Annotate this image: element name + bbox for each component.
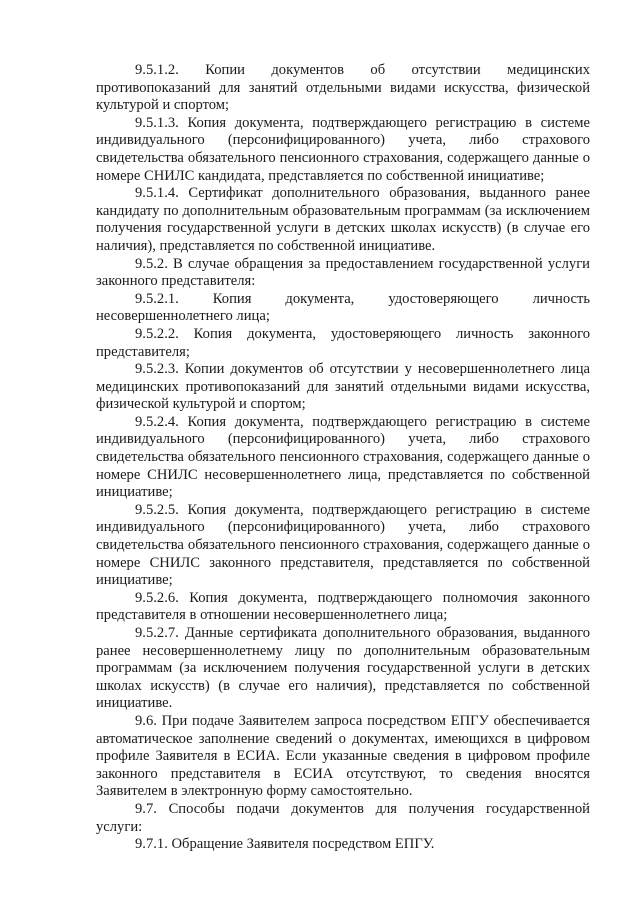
paragraph-9-5-1-3: 9.5.1.3. Копия документа, подтверждающего регистрацию в системе индивидуального (персонифицированного) учета, либо страхового свидетельства обязательного пенсионного страхования, содержащего данные о номере СНИЛС кандидата, представляется по собственной инициативе; (96, 114, 590, 184)
paragraph-9-7-1: 9.7.1. Обращение Заявителя посредством ЕПГУ. (135, 836, 435, 853)
paragraph-9-5-2-7: 9.5.2.7. Данные сертификата дополнительного образования, выданного ранее несовершеннолетнему лицу по дополнительным образовательным программам (за исключением получения государственной услуги в детских школах искусств) (в случае его наличия), представляется по собственной инициативе. (96, 625, 590, 712)
paragraph-9-5-2-1: 9.5.2.1. Копия документа, удостоверяющего личность несовершеннолетнего лица; (96, 290, 590, 325)
paragraph-9-7: 9.7. Способы подачи документов для получения государственной услуги: (96, 800, 590, 835)
document-page (96, 62, 590, 854)
paragraph-9-5-2-3: 9.5.2.3. Копии документов об отсутствии у несовершеннолетнего лица медицинских противопоказаний для занятий отдельными видами искусства, физической культурой и спортом; (96, 361, 590, 413)
paragraph-9-5-2-4: 9.5.2.4. Копия документа, подтверждающего регистрацию в системе индивидуального (персонифицированного) учета, либо страхового свидетельства обязательного пенсионного страхования, содержащего данные о номере СНИЛС несовершеннолетнего лица, представляется по собственной инициативе; (96, 413, 590, 501)
paragraph-9-5-1-4: 9.5.1.4. Сертификат дополнительного образования, выданного ранее кандидату по дополнительным образовательным программам (за исключением получения государственной услуги в детских школах искусств) (в случае его наличия), представляется по собственной инициативе. (96, 185, 590, 254)
paragraph-9-6: 9.6. При подаче Заявителем запроса посредством ЕПГУ обеспечивается автоматическое заполнение сведений о документах, имеющихся в цифровом профиле Заявителя в ЕСИА. Если указанные сведения в цифровом профиле законного представителя в ЕСИА отсутствуют, то сведения вносятся Заявителем в электронную форму самостоятельно. (96, 712, 590, 800)
paragraph-9-5-2-5: 9.5.2.5. Копия документа, подтверждающего регистрацию в системе индивидуального (персонифицированного) учета, либо страхового свидетельства обязательного пенсионного страхования, содержащего данные о номере СНИЛС законного представителя, представляется по собственной инициативе; (96, 501, 590, 589)
paragraph-9-5-2-6: 9.5.2.6. Копия документа, подтверждающего полномочия законного представителя в отношении несовершеннолетнего лица; (96, 589, 590, 624)
paragraph-9-5-1-2: 9.5.1.2. Копии документов об отсутствии медицинских противопоказаний для занятий отдельными видами искусства, физической культурой и спортом; (96, 62, 590, 114)
paragraph-9-5-2-2: 9.5.2.2. Копия документа, удостоверяющего личность законного представителя; (96, 325, 590, 360)
paragraph-9-5-2: 9.5.2. В случае обращения за предоставлением государственной услуги законного представителя: (96, 255, 590, 290)
